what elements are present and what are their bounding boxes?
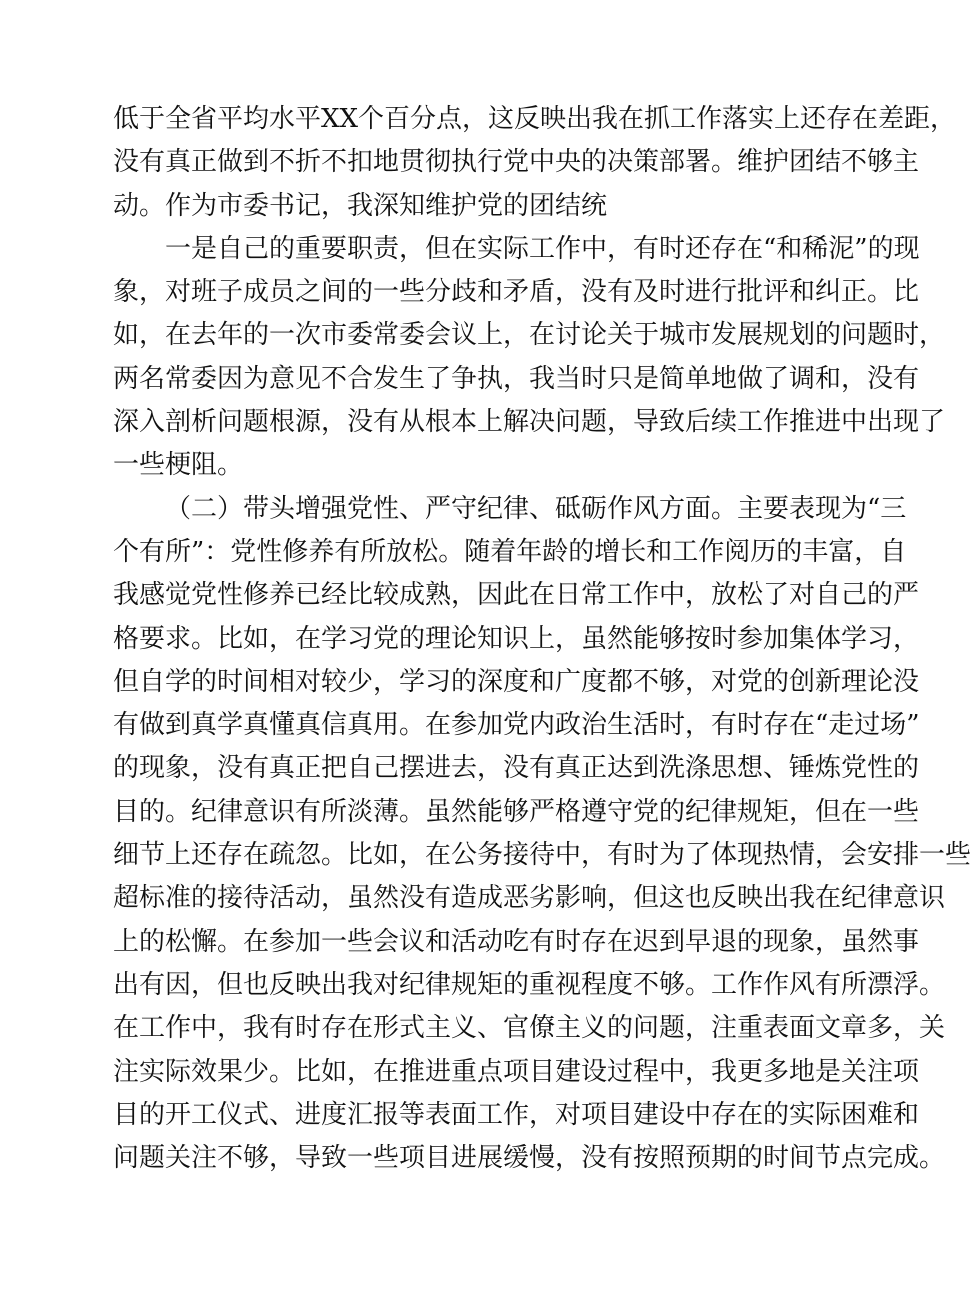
text-line: 如，在去年的一次市委常委会议上，在讨论关于城市发展规划的问题时，: [113, 320, 946, 351]
text-line: 格要求。比如，在学习党的理论知识上，虽然能够按时参加集体学习，: [113, 623, 920, 654]
text-line: 低于全省平均水平XX个百分点，这反映出我在抓工作落实上还存在差距，: [113, 104, 957, 134]
text-line: 我感觉党性修养已经比较成熟，因此在日常工作中，放松了对自己的严: [113, 580, 920, 611]
text-line: 在工作中，我有时存在形式主义、官僚主义的问题，注重表面文章多，关: [113, 1013, 946, 1044]
text-line: 没有真正做到不折不扣地贯彻执行党中央的决策部署。维护团结不够主: [113, 147, 920, 178]
text-line: 一是自己的重要职责，但在实际工作中，有时还存在“和稀泥”的现: [165, 233, 920, 264]
text-line: 目的开工仪式、进度汇报等表面工作，对项目建设中存在的实际困难和: [113, 1099, 920, 1130]
text-line: 一些梗阻。: [113, 450, 244, 481]
text-line: 两名常委因为意见不合发生了争执，我当时只是简单地做了调和，没有: [113, 363, 920, 394]
text-line: 细节上还存在疏忽。比如，在公务接待中，有时为了体现热情，会安排一些: [113, 840, 971, 871]
text-line: 注实际效果少。比如，在推进重点项目建设过程中，我更多地是关注项: [113, 1056, 920, 1087]
text-line: 问题关注不够，导致一些项目进展缓慢，没有按照预期的时间节点完成。: [113, 1143, 946, 1174]
text-line: 深入剖析问题根源，没有从根本上解决问题，导致后续工作推进中出现了: [113, 407, 946, 438]
text-line: 超标准的接待活动，虽然没有造成恶劣影响，但这也反映出我在纪律意识: [113, 883, 946, 914]
text-line: 个有所”：党性修养有所放松。随着年龄的增长和工作阅历的丰富，自: [113, 536, 907, 567]
text-line: 目的。纪律意识有所淡薄。虽然能够严格遵守党的纪律规矩，但在一些: [113, 796, 920, 827]
section-heading-line: （二）带头增强党性、严守纪律、砥砺作风方面。主要表现为“三: [165, 493, 907, 524]
text-line: 但自学的时间相对较少，学习的深度和广度都不够，对党的创新理论没: [113, 666, 920, 697]
text-line: 有做到真学真懂真信真用。在参加党内政治生活时，有时存在“走过场”: [113, 710, 920, 741]
text-line: 象，对班子成员之间的一些分歧和矛盾，没有及时进行批评和纠正。比: [113, 277, 920, 308]
text-line: 的现象，没有真正把自己摆进去，没有真正达到洗涤思想、锤炼党性的: [113, 753, 920, 784]
text-line: 动。作为市委书记，我深知维护党的团结统: [113, 190, 608, 221]
text-line: 出有因，但也反映出我对纪律规矩的重视程度不够。工作作风有所漂浮。: [113, 969, 946, 1000]
body-text: [113, 98, 971, 1180]
text-line: 上的松懈。在参加一些会议和活动吃有时存在迟到早退的现象，虽然事: [113, 926, 920, 957]
